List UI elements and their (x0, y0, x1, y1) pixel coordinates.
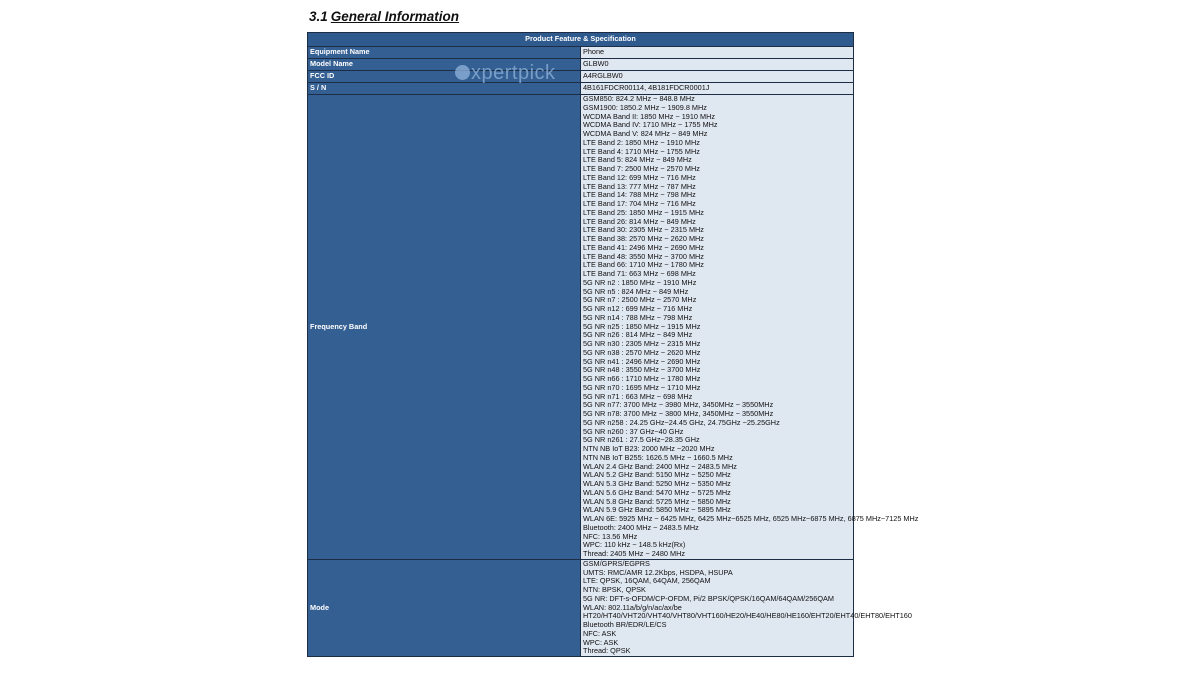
spec-line: WLAN 5.6 GHz Band: 5470 MHz ~ 5725 MHz (583, 487, 731, 497)
frequency-band-label: Frequency Band (308, 95, 581, 560)
spec-line: 5G NR n30 : 2305 MHz ~ 2315 MHz (583, 339, 701, 348)
spec-line: LTE Band 14: 788 MHz ~ 798 MHz (583, 190, 696, 200)
spec-line: GSM850: 824.2 MHz ~ 848.8 MHz (583, 94, 695, 103)
spec-line: WLAN 5.8 GHz Band: 5725 MHz ~ 5850 MHz (583, 496, 731, 506)
mode-value (581, 558, 912, 656)
spec-line: NTN NB IoT B23: 2000 MHz ~2020 MHz (583, 444, 715, 453)
spec-line: NTN: BPSK, QPSK (583, 585, 646, 594)
section-heading: General Information (330, 9, 460, 24)
spec-line: 5G NR n12 : 699 MHz ~ 716 MHz (583, 304, 693, 313)
spec-line: HT20/HT40/VHT20/VHT40/VHT80/VHT160/HE20/HE40/HE80/HE160/EHT20/EHT40/EHT80/EHT160 (583, 611, 912, 621)
sn-label: S / N (308, 83, 581, 95)
spec-line: GSM/GPRS/EGPRS (583, 558, 650, 568)
spec-line: LTE Band 71: 663 MHz ~ 698 MHz (583, 269, 696, 278)
table-header: Product Feature & Specification (308, 33, 854, 47)
equipment-name-label: Equipment Name (308, 47, 581, 59)
table-row-fcc-id (308, 71, 854, 83)
spec-line: LTE Band 38: 2570 MHz ~ 2620 MHz (583, 234, 704, 243)
spec-line: UMTS: RMC/AMR 12.2Kbps, HSDPA, HSUPA (583, 567, 733, 577)
spec-line: WLAN 6E: 5925 MHz ~ 6425 MHz, 6425 MHz~6525 MHz, 6525 MHz~6875 MHz, 6875 MHz~7125 MHz (583, 514, 919, 523)
spec-line: WLAN 5.3 GHz Band: 5250 MHz ~ 5350 MHz (583, 479, 731, 488)
spec-line: WLAN 5.9 GHz Band: 5850 MHz ~ 5895 MHz (583, 505, 731, 515)
spec-line: Bluetooth BR/EDR/LE/CS (583, 620, 667, 629)
spec-line: 5G NR n14 : 788 MHz ~ 798 MHz (583, 312, 693, 322)
spec-line: NFC: 13.56 MHz (583, 531, 638, 541)
spec-line: LTE Band 30: 2305 MHz ~ 2315 MHz (583, 225, 704, 235)
table-row-model-name (308, 59, 854, 71)
spec-line: 5G NR n66 : 1710 MHz ~ 1780 MHz (583, 374, 701, 383)
spec-line: LTE Band 5: 824 MHz ~ 849 MHz (583, 155, 692, 165)
equipment-name-value: Phone (581, 47, 854, 59)
spec-line: Thread: 2405 MHz ~ 2480 MHz (583, 549, 686, 558)
table-row-mode (308, 559, 854, 656)
spec-line: LTE Band 13: 777 MHz ~ 787 MHz (583, 181, 696, 191)
spec-line: WCDMA Band II: 1850 MHz ~ 1910 MHz (583, 111, 716, 121)
table-row-frequency-band (308, 95, 854, 560)
spec-line: LTE Band 12: 699 MHz ~ 716 MHz (583, 172, 696, 182)
sn-value: 4B161FDCR00114, 4B181FDCR0001J (581, 83, 854, 95)
spec-line: GSM1900: 1850.2 MHz ~ 1909.8 MHz (583, 102, 707, 112)
spec-line: 5G NR n70 : 1695 MHz ~ 1710 MHz (583, 382, 701, 392)
spec-line: NFC: ASK (583, 628, 617, 638)
spec-line: LTE Band 41: 2496 MHz ~ 2690 MHz (583, 242, 704, 252)
spec-line: WPC: ASK (583, 637, 619, 647)
spec-line: 5G NR n258 : 24.25 GHz~24.45 GHz, 24.75GHz ~25.25GHz (583, 417, 780, 427)
spec-line: WLAN: 802.11a/b/g/n/ac/ax/be (583, 602, 682, 612)
spec-line: 5G NR n25 : 1850 MHz ~ 1915 MHz (583, 321, 701, 331)
spec-line: LTE Band 7: 2500 MHz ~ 2570 MHz (583, 164, 700, 173)
spec-line: LTE Band 48: 3550 MHz ~ 3700 MHz (583, 251, 704, 261)
spec-table (307, 32, 919, 657)
spec-line: 5G NR n48 : 3550 MHz ~ 3700 MHz (583, 365, 701, 375)
spec-line: 5G NR n26 : 814 MHz ~ 849 MHz (583, 330, 693, 340)
spec-line: LTE: QPSK, 16QAM, 64QAM, 256QAM (583, 576, 711, 586)
spec-line: NTN NB IoT B255: 1626.5 MHz ~ 1660.5 MHz (583, 452, 733, 462)
watermark-text: xpertpick (471, 62, 556, 84)
spec-line: WCDMA Band V: 824 MHz ~ 849 MHz (583, 129, 708, 138)
spec-line: 5G NR n5 : 824 MHz ~ 849 MHz (583, 286, 689, 296)
spec-line: LTE Band 17: 704 MHz ~ 716 MHz (583, 199, 696, 208)
spec-line: 5G NR n2 : 1850 MHz ~ 1910 MHz (583, 277, 697, 287)
spec-line: WLAN 5.2 GHz Band: 5150 MHz ~ 5250 MHz (583, 470, 731, 480)
spec-line: WPC: 110 kHz ~ 148.5 kHz(Rx) (583, 540, 686, 550)
spec-line: Bluetooth: 2400 MHz ~ 2483.5 MHz (583, 522, 699, 532)
spec-line: 5G NR n38 : 2570 MHz ~ 2620 MHz (583, 347, 701, 357)
fcc-id-label: FCC ID (308, 71, 581, 83)
table-row-equipment-name (308, 47, 854, 59)
spec-line: LTE Band 26: 814 MHz ~ 849 MHz (583, 216, 696, 226)
table-row-sn (308, 83, 854, 95)
table-header-row (308, 33, 854, 47)
model-name-label: Model Name (308, 59, 581, 71)
spec-line: 5G NR n71 : 663 MHz ~ 698 MHz (583, 391, 693, 401)
spec-line: 5G NR n41 : 2496 MHz ~ 2690 MHz (583, 356, 701, 366)
spec-line: WCDMA Band IV: 1710 MHz ~ 1755 MHz (583, 120, 718, 130)
spec-line: WLAN 2.4 GHz Band: 2400 MHz ~ 2483.5 MHz (583, 461, 737, 471)
spec-line: LTE Band 66: 1710 MHz ~ 1780 MHz (583, 260, 704, 270)
fcc-id-value: A4RGLBW0 (581, 71, 854, 83)
spec-line: LTE Band 4: 1710 MHz ~ 1755 MHz (583, 146, 700, 156)
section-title (309, 9, 459, 24)
spec-line: LTE Band 25: 1850 MHz ~ 1915 MHz (583, 207, 704, 217)
spec-line: 5G NR n261 : 27.5 GHz~28.35 GHz (583, 435, 700, 445)
model-name-value: GLBW0 (581, 59, 854, 71)
spec-line: 5G NR n7 : 2500 MHz ~ 2570 MHz (583, 295, 697, 305)
frequency-band-value (581, 94, 919, 560)
spec-line: 5G NR n260 : 37 GHz~40 GHz (583, 426, 684, 436)
spec-line: Thread: QPSK (583, 646, 631, 656)
spec-line: 5G NR n78: 3700 MHz ~ 3800 MHz, 3450MHz ~ 3550MHz (583, 409, 774, 418)
spec-line: 5G NR: DFT-s-OFDM/CP-OFDM, Pi/2 BPSK/QPSK/16QAM/64QAM/256QAM (583, 593, 834, 603)
section-number: 3.1 (309, 9, 328, 24)
mode-label: Mode (308, 559, 581, 656)
spec-line: 5G NR n77: 3700 MHz ~ 3980 MHz, 3450MHz ~ 3550MHz (583, 400, 774, 410)
spec-line: LTE Band 2: 1850 MHz ~ 1910 MHz (583, 137, 700, 147)
